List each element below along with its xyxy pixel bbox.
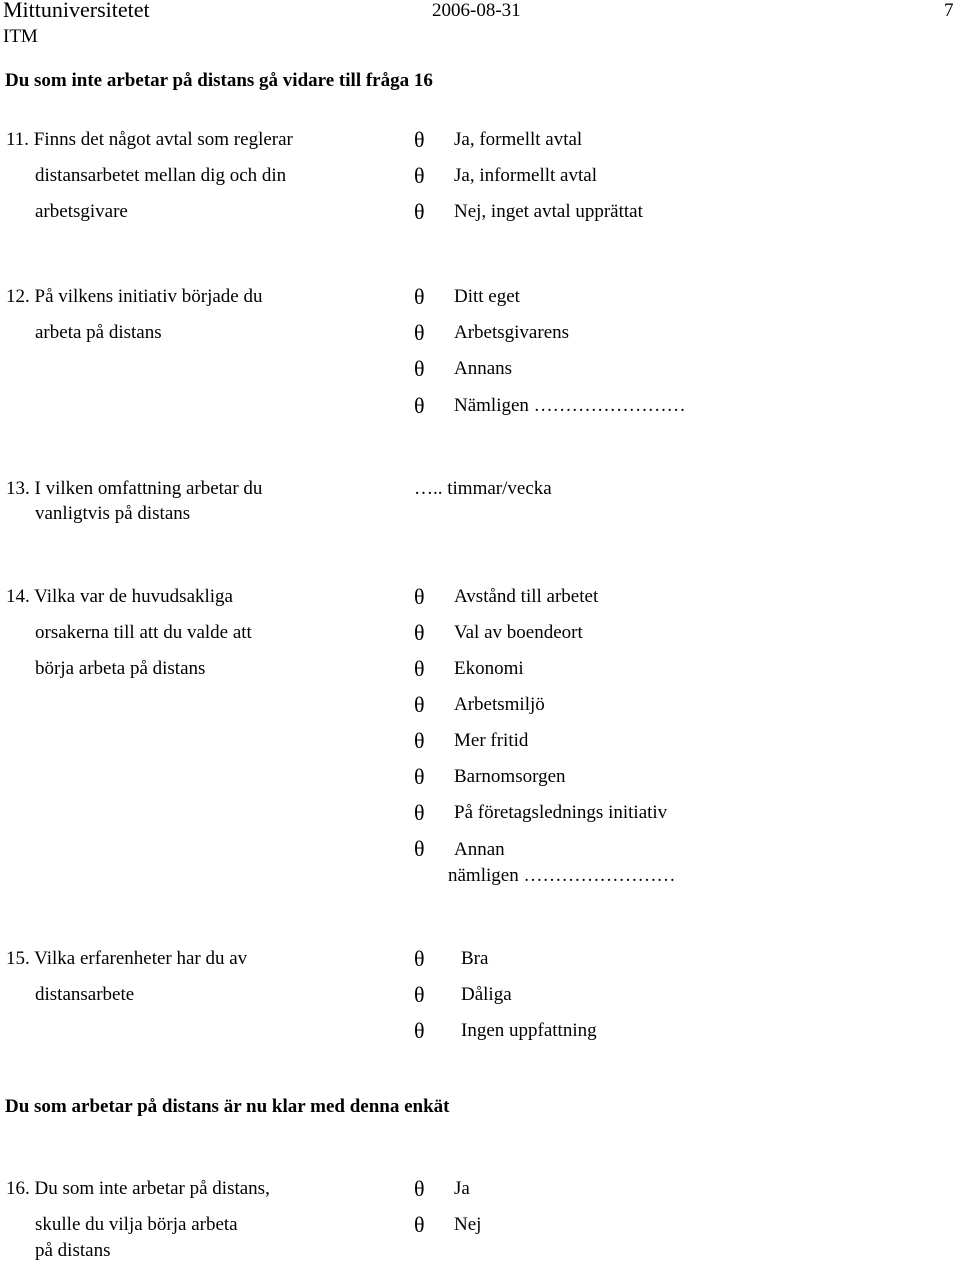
option-label: Nej	[454, 1214, 482, 1235]
question-text-line: distansarbetet mellan dig och din	[35, 165, 287, 186]
question-text-line: 11. Finns det något avtal som reglerar	[6, 129, 293, 150]
radio-option-icon[interactable]: θ	[414, 1018, 425, 1043]
hours-per-week-field[interactable]: ….. timmar/vecka	[414, 478, 552, 499]
question-text-line: 14. Vilka var de huvudsakliga	[6, 586, 233, 607]
question-text-line: 13. I vilken omfattning arbetar du	[6, 478, 263, 499]
radio-option-icon[interactable]: θ	[414, 163, 425, 188]
checkbox-option-icon[interactable]: θ	[414, 728, 425, 753]
radio-option-icon[interactable]: θ	[414, 946, 425, 971]
question-text-line: orsakerna till att du valde att	[35, 622, 252, 643]
checkbox-option-icon[interactable]: θ	[414, 764, 425, 789]
option-label: Val av boendeort	[454, 622, 583, 643]
option-label: Dåliga	[461, 984, 512, 1005]
question-text-line: vanligtvis på distans	[35, 503, 191, 524]
radio-option-icon[interactable]: θ	[414, 393, 425, 418]
option-label: Barnomsorgen	[454, 766, 566, 787]
option-label: Ja, formellt avtal	[454, 129, 583, 150]
question-text-line: arbetsgivare	[35, 201, 128, 222]
header-date: 2006-08-31	[432, 0, 521, 21]
radio-option-icon[interactable]: θ	[414, 1176, 425, 1201]
other-fill-in-line[interactable]: nämligen ……………………	[448, 865, 676, 886]
option-label: Avstånd till arbetet	[454, 586, 599, 607]
question-text-line: på distans	[35, 1240, 111, 1261]
radio-option-icon[interactable]: θ	[414, 284, 425, 309]
radio-option-icon[interactable]: θ	[414, 356, 425, 381]
question-text-line: distansarbete	[35, 984, 135, 1005]
option-label: Mer fritid	[454, 730, 529, 751]
question-text-line: arbeta på distans	[35, 322, 162, 343]
checkbox-option-icon[interactable]: θ	[414, 584, 425, 609]
option-label: Annans	[454, 358, 513, 379]
option-label: Arbetsmiljö	[454, 694, 545, 715]
question-text-line: börja arbeta på distans	[35, 658, 206, 679]
option-label: Bra	[461, 948, 489, 969]
question-text-line: 12. På vilkens initiativ började du	[6, 286, 263, 307]
radio-option-icon[interactable]: θ	[414, 982, 425, 1007]
option-label-with-fill-in[interactable]: Nämligen ……………………	[454, 395, 686, 416]
page-number: 7	[944, 0, 954, 21]
question-text-line: 15. Vilka erfarenheter har du av	[6, 948, 248, 969]
question-text-line: skulle du vilja börja arbeta	[35, 1214, 238, 1235]
checkbox-option-icon[interactable]: θ	[414, 800, 425, 825]
radio-option-icon[interactable]: θ	[414, 199, 425, 224]
radio-option-icon[interactable]: θ	[414, 320, 425, 345]
checkbox-option-icon[interactable]: θ	[414, 656, 425, 681]
option-label: Ingen uppfattning	[461, 1020, 597, 1041]
option-label: Ja, informellt avtal	[454, 165, 597, 186]
option-label: Ditt eget	[454, 286, 520, 307]
header-org: Mittuniversitetet	[3, 0, 150, 22]
radio-option-icon[interactable]: θ	[414, 127, 425, 152]
checkbox-option-icon[interactable]: θ	[414, 692, 425, 717]
skip-instruction: Du som inte arbetar på distans gå vidare till fråga 16	[5, 70, 433, 91]
checkbox-option-icon[interactable]: θ	[414, 620, 425, 645]
option-label: Ekonomi	[454, 658, 524, 679]
done-instruction: Du som arbetar på distans är nu klar med denna enkät	[5, 1096, 450, 1117]
option-label: På företagslednings initiativ	[454, 802, 668, 823]
option-label: Ja	[454, 1178, 470, 1199]
option-label: Annan	[454, 839, 505, 860]
header-dept: ITM	[3, 26, 38, 47]
question-text-line: 16. Du som inte arbetar på distans,	[6, 1178, 270, 1199]
radio-option-icon[interactable]: θ	[414, 1212, 425, 1237]
option-label: Nej, inget avtal upprättat	[454, 201, 643, 222]
option-label: Arbetsgivarens	[454, 322, 570, 343]
checkbox-option-icon[interactable]: θ	[414, 836, 425, 861]
